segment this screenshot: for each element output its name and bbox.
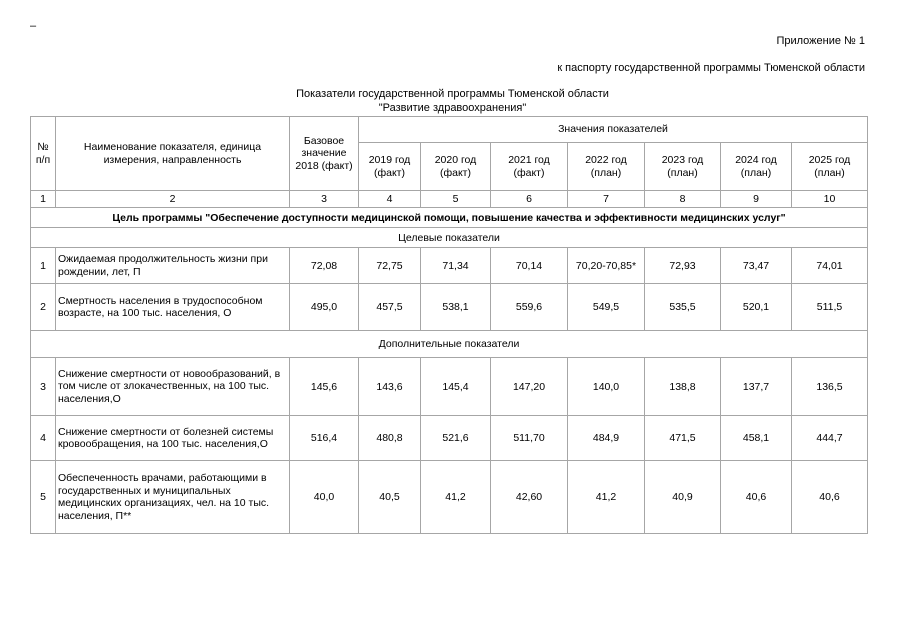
base-value: 40,0 xyxy=(290,461,359,534)
indicator-name: Снижение смертности от болезней системы кровообращения, на 100 тыс. населения,О xyxy=(56,416,290,461)
passport-label: к паспорту государственной программы Тюменской области xyxy=(557,62,865,74)
value-cell: 72,93 xyxy=(645,248,721,284)
value-cell: 42,60 xyxy=(491,461,568,534)
column-number: 5 xyxy=(421,191,491,208)
column-number: 3 xyxy=(290,191,359,208)
base-value: 516,4 xyxy=(290,416,359,461)
header-year: 2025 год (план) xyxy=(792,143,868,191)
indicator-name: Снижение смертности от новообразований, в том числе от злокачественных, на 100 тыс. населения,О xyxy=(56,358,290,416)
column-number: 2 xyxy=(56,191,290,208)
value-cell: 143,6 xyxy=(359,358,421,416)
document-title: Показатели государственной программы Тюменской области xyxy=(296,88,609,100)
dash-mark: – xyxy=(30,20,37,32)
value-cell: 70,20-70,85* xyxy=(568,248,645,284)
row-number: 5 xyxy=(31,461,56,534)
column-number: 9 xyxy=(721,191,792,208)
row-number: 4 xyxy=(31,416,56,461)
value-cell: 70,14 xyxy=(491,248,568,284)
table-row xyxy=(31,248,868,284)
value-cell: 511,70 xyxy=(491,416,568,461)
header-year: 2022 год (план) xyxy=(568,143,645,191)
value-cell: 145,4 xyxy=(421,358,491,416)
value-cell: 471,5 xyxy=(645,416,721,461)
value-cell: 484,9 xyxy=(568,416,645,461)
section-target: Целевые показатели xyxy=(31,228,868,248)
value-cell: 41,2 xyxy=(568,461,645,534)
indicator-name: Смертность населения в трудоспособном возрасте, на 100 тыс. населения, О xyxy=(56,284,290,331)
value-cell: 41,2 xyxy=(421,461,491,534)
row-number: 3 xyxy=(31,358,56,416)
header-year: 2019 год (факт) xyxy=(359,143,421,191)
header-year: 2020 год (факт) xyxy=(421,143,491,191)
value-cell: 74,01 xyxy=(792,248,868,284)
header-values: Значения показателей xyxy=(359,117,868,143)
base-value: 495,0 xyxy=(290,284,359,331)
value-cell: 549,5 xyxy=(568,284,645,331)
value-cell: 480,8 xyxy=(359,416,421,461)
indicators-table xyxy=(30,116,868,534)
column-number: 7 xyxy=(568,191,645,208)
table-row xyxy=(31,284,868,331)
table-row xyxy=(31,416,868,461)
value-cell: 40,6 xyxy=(721,461,792,534)
table-row xyxy=(31,461,868,534)
column-number: 8 xyxy=(645,191,721,208)
header-no: № п/п xyxy=(31,117,56,191)
header-name: Наименование показателя, единица измерения, направленность xyxy=(56,117,290,191)
column-number: 1 xyxy=(31,191,56,208)
value-cell: 140,0 xyxy=(568,358,645,416)
indicator-name: Обеспеченность врачами, работающими в государственных и муниципальных медицинских организациях, чел. на 10 тыс. населения, П** xyxy=(56,461,290,534)
value-cell: 40,9 xyxy=(645,461,721,534)
value-cell: 444,7 xyxy=(792,416,868,461)
header-year: 2023 год (план) xyxy=(645,143,721,191)
value-cell: 511,5 xyxy=(792,284,868,331)
value-cell: 71,34 xyxy=(421,248,491,284)
value-cell: 138,8 xyxy=(645,358,721,416)
value-cell: 457,5 xyxy=(359,284,421,331)
table-row xyxy=(31,358,868,416)
value-cell: 535,5 xyxy=(645,284,721,331)
header-year: 2021 год (факт) xyxy=(491,143,568,191)
value-cell: 520,1 xyxy=(721,284,792,331)
indicator-name: Ожидаемая продолжительность жизни при рождении, лет, П xyxy=(56,248,290,284)
program-name: "Развитие здравоохранения" xyxy=(378,102,527,114)
value-cell: 72,75 xyxy=(359,248,421,284)
value-cell: 458,1 xyxy=(721,416,792,461)
column-number: 4 xyxy=(359,191,421,208)
base-value: 72,08 xyxy=(290,248,359,284)
value-cell: 147,20 xyxy=(491,358,568,416)
base-value: 145,6 xyxy=(290,358,359,416)
column-number: 10 xyxy=(792,191,868,208)
value-cell: 137,7 xyxy=(721,358,792,416)
row-number: 1 xyxy=(31,248,56,284)
appendix-label: Приложение № 1 xyxy=(776,35,865,47)
value-cell: 521,6 xyxy=(421,416,491,461)
value-cell: 538,1 xyxy=(421,284,491,331)
section-additional: Дополнительные показатели xyxy=(31,331,868,358)
value-cell: 136,5 xyxy=(792,358,868,416)
value-cell: 73,47 xyxy=(721,248,792,284)
header-base: Базовое значение 2018 (факт) xyxy=(290,117,359,191)
row-number: 2 xyxy=(31,284,56,331)
numbering-row xyxy=(31,191,868,208)
value-cell: 559,6 xyxy=(491,284,568,331)
column-number: 6 xyxy=(491,191,568,208)
value-cell: 40,6 xyxy=(792,461,868,534)
value-cell: 40,5 xyxy=(359,461,421,534)
header-year: 2024 год (план) xyxy=(721,143,792,191)
program-goal: Цель программы "Обеспечение доступности медицинской помощи, повышение качества и эффективности медицинских услуг" xyxy=(31,208,868,228)
